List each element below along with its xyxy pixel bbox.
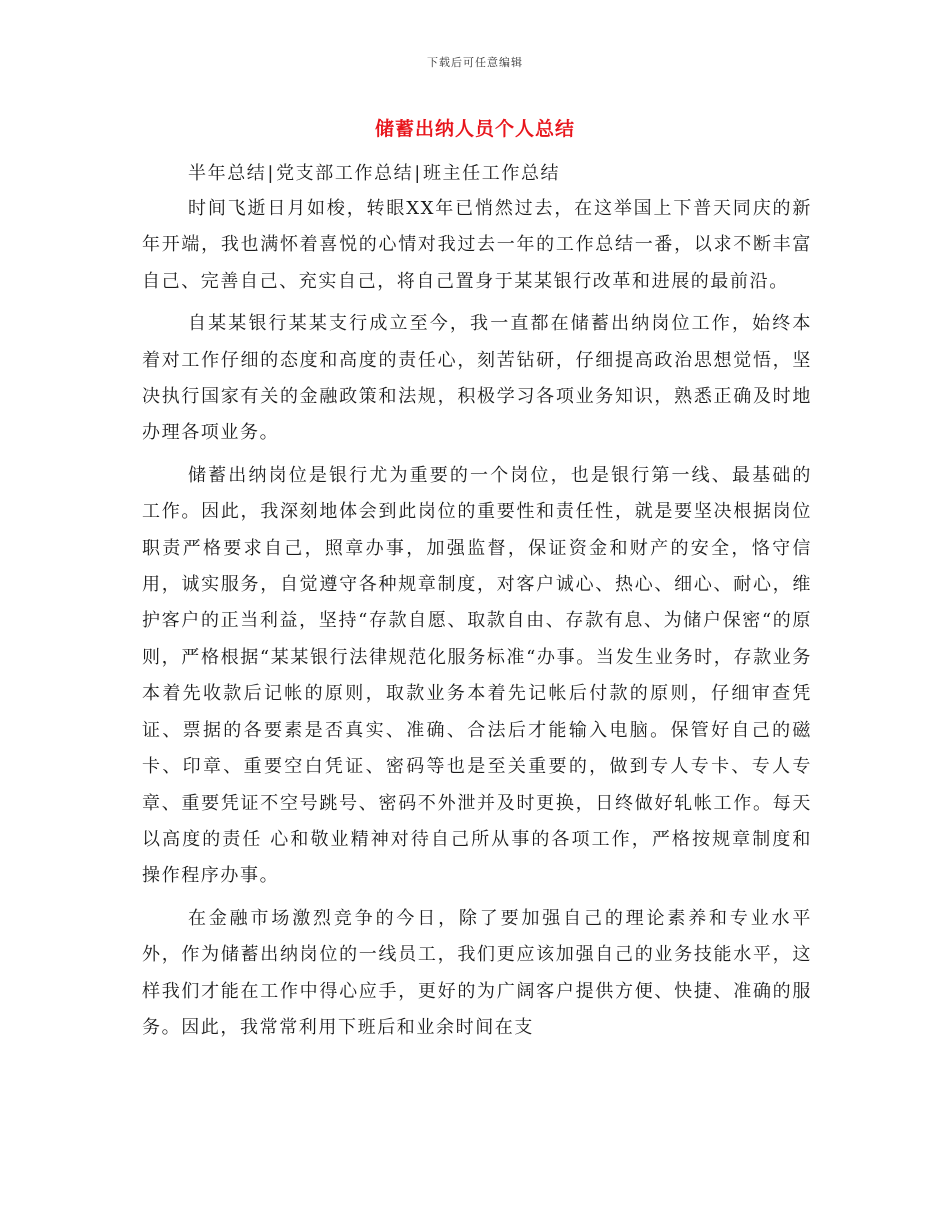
tag-separator: | — [414, 163, 422, 184]
tag-item: 半年总结 — [188, 163, 267, 184]
paragraph: 储蓄出纳岗位是银行尤为重要的一个岗位，也是银行第一线、最基础的工作。因此，我深刻地体会到此岗位的重要性和责任性，就是要坚决根据岗位职责严格要求自己，照章办事，加强监督，保证资金和财产的安全，恪守信用，诚实服务，自觉遵守各种规章制度，对客户诚心、热心、细心、耐心，维护客户的正当利益，坚持“存款自愿、取款自由、存款有息、为储户保密“的原则，严格根据“某某银行法律规范化服务标准“办事。当发生业务时，存款业务本着先收款后记帐的原则，取款业务本着先记帐后付款的原则，仔细审查凭证、票据的各要素是否真实、准确、合法后才能输入电脑。保管好自己的磁卡、印章、重要空白凭证、密码等也是至关重要的，做到专人专卡、专人专章、重要凭证不空号跳号、密码不外泄并及时更换，日终做好轧帐工作。每天以高度的责任 心和敬业精神对待自己所从事的各项工作，严格按规章制度和操作程序办事。 — [142, 464, 812, 887]
tag-item: 党支部工作总结 — [276, 163, 414, 184]
paragraph: 自某某银行某某支行成立至今，我一直都在储蓄出纳岗位工作，始终本着对工作仔细的态度和高度的责任心，刻苦钻研，仔细提高政治思想觉悟，坚决执行国家有关的金融政策和法规，积极学习各项业务知识，熟悉正确及时地办理各项业务。 — [142, 313, 812, 444]
header-note: 下载后可任意编辑 — [427, 56, 523, 69]
tag-line — [142, 157, 812, 191]
paragraph: 时间飞逝日月如梭，转眼XX年已悄然过去，在这举国上下普天同庆的新年开端，我也满怀着喜悦的心情对我过去一年的工作总结一番，以求不断丰富自己、完善自己、充实自己，将自己置身于某某银行改革和进展的最前沿。 — [142, 198, 812, 292]
page-title: 储蓄出纳人员个人总结 — [374, 118, 575, 140]
tag-separator: | — [267, 163, 276, 184]
paragraph: 在金融市场激烈竞争的今日，除了要加强自己的理论素养和专业水平外，作为储蓄出纳岗位的一线员工，我们更应该加强自己的业务技能水平，这样我们才能在工作中得心应手，更好的为广阔客户提供方便、快捷、准确的服务。因此，我常常利用下班后和业余时间在支 — [142, 907, 812, 1038]
tag-item: 班主任工作总结 — [422, 163, 561, 184]
document-body — [142, 157, 812, 1052]
